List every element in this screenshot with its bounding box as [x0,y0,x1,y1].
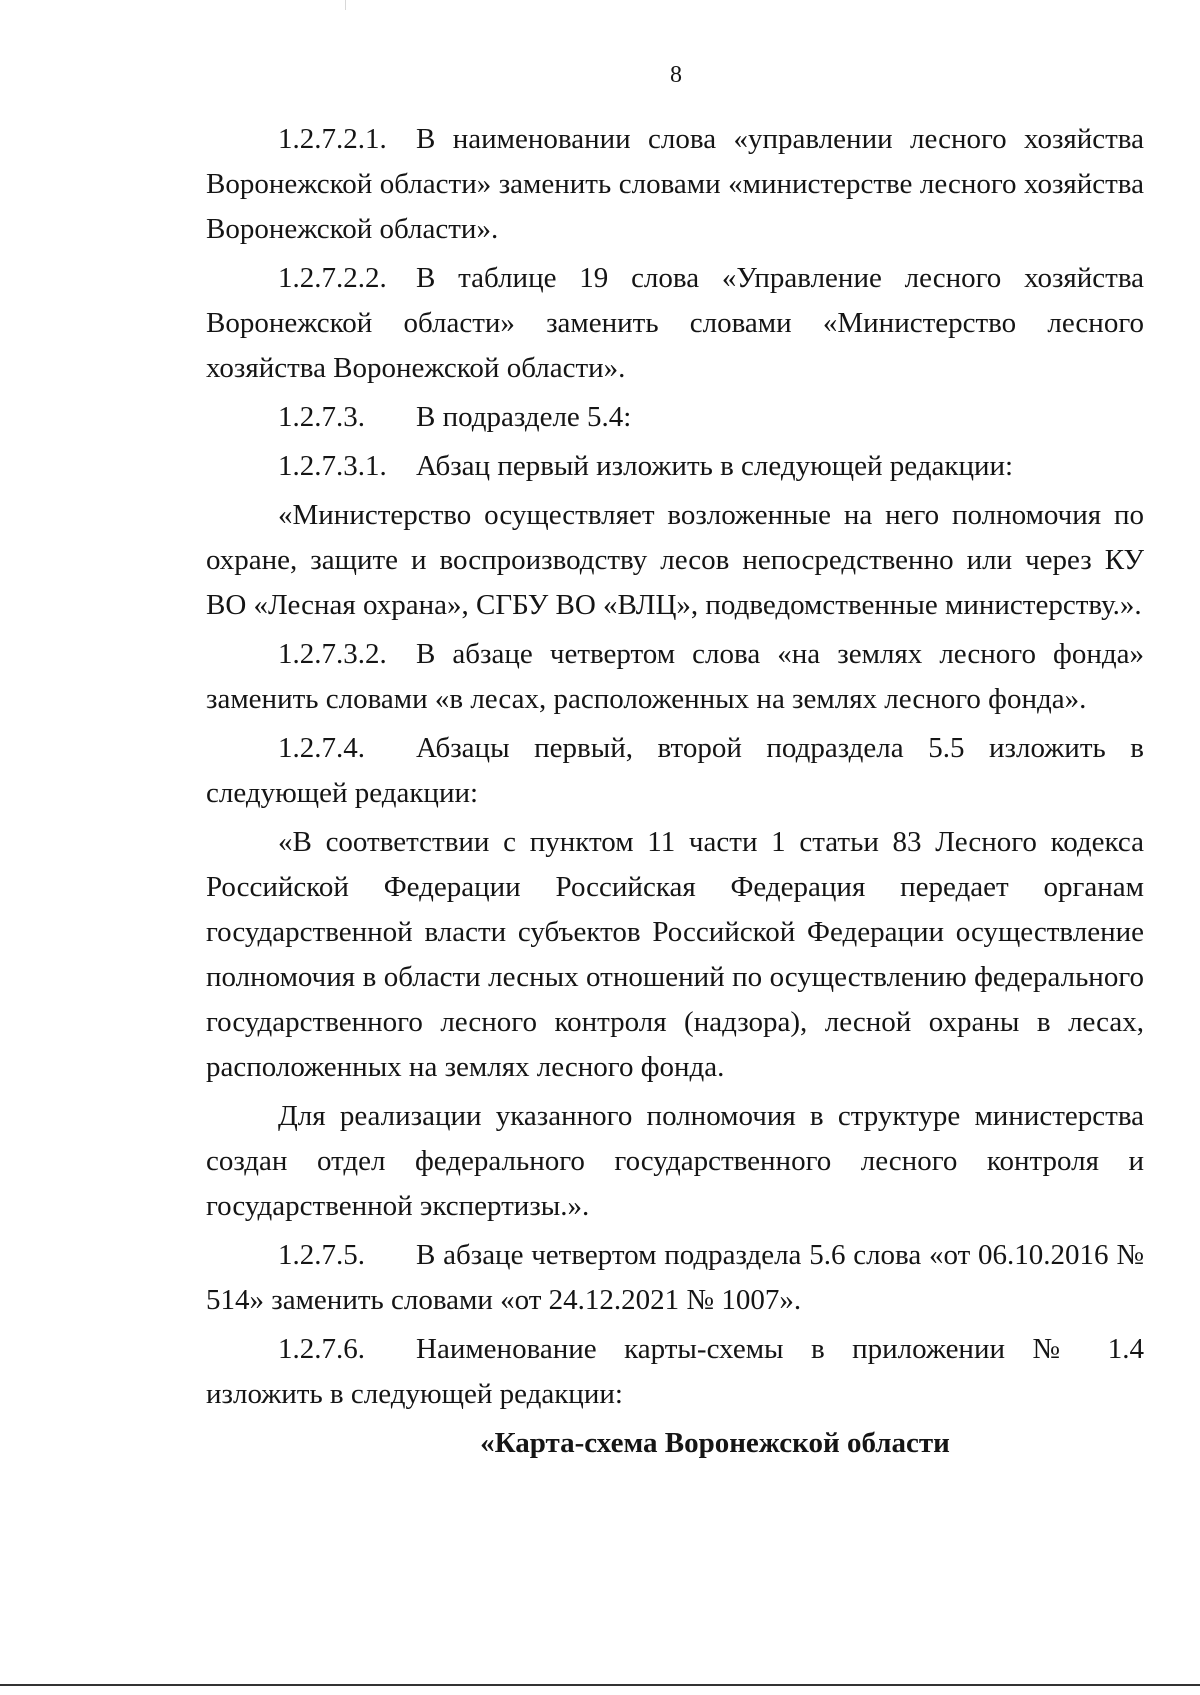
page-bottom-rule [0,1684,1200,1686]
clause-number: 1.2.7.2.1. [278,123,387,155]
quoted-paragraph-ministry: «Министерство осуществляет возложенные на него полномочия по охране, защите и воспроизводству лесов непосредственно или через КУ ВО «Лесная охрана», СГБУ ВО «ВЛЦ», подведомственные министерству.». [206,499,1144,621]
clause-1-2-7-3-2 [206,632,1144,722]
clause-1-2-7-3 [206,395,1144,440]
clause-number: 1.2.7.2.2. [278,262,387,294]
clause-text: Абзац первый изложить в следующей редакции: [416,450,1014,482]
scan-artifact [345,0,346,10]
clause-number: 1.2.7.3. [278,401,365,433]
clause-text: Наименование карты-схемы в приложении № 1.4 изложить в следующей редакции: [206,1333,1144,1410]
clause-1-2-7-6 [206,1327,1144,1417]
clause-1-2-7-2-1 [206,117,1144,252]
clause-text: В абзаце четвертом подраздела 5.6 слова «от 06.10.2016 № 514» заменить словами «от 24.12.2021 № 1007». [206,1239,1144,1316]
clause-text: В наименовании слова «управлении лесного хозяйства Воронежской области» заменить словами «министерстве лесного хозяйства Воронежской области». [206,123,1144,245]
clause-text: В таблице 19 слова «Управление лесного хозяйства Воронежской области» заменить словами «Министерство лесного хозяйства Воронежской области». [206,262,1144,384]
page-number: 8 [670,62,682,88]
document-body [206,117,1144,1495]
clause-text: В подразделе 5.4: [416,401,632,433]
clause-1-2-7-3-1 [206,444,1144,489]
clause-1-2-7-5 [206,1233,1144,1323]
clause-text: В абзаце четвертом слова «на землях лесного фонда» заменить словами «в лесах, расположенных на землях лесного фонда». [206,638,1144,715]
clause-text: Абзацы первый, второй подраздела 5.5 изложить в следующей редакции: [206,732,1144,809]
clause-number: 1.2.7.3.2. [278,638,387,670]
clause-1-2-7-2-2 [206,256,1144,391]
clause-number: 1.2.7.5. [278,1239,365,1271]
clause-number: 1.2.7.4. [278,732,365,764]
clause-1-2-7-4 [206,726,1144,816]
clause-number: 1.2.7.6. [278,1333,365,1365]
quoted-paragraph-department: Для реализации указанного полномочия в структуре министерства создан отдел федерального государственного лесного контроля и государственной экспертизы.». [206,1100,1144,1222]
quoted-paragraph-forest-code: «В соответствии с пунктом 11 части 1 статьи 83 Лесного кодекса Российской Федерации Российская Федерация передает органам государственной власти субъектов Российской Федерации осуществление полномочия в области лесных отношений по осуществлению федерального государственного лесного контроля (надзора), лесной охраны в лесах, расположенных на землях лесного фонда. [206,826,1144,1083]
map-scheme-heading: «Карта-схема Воронежской области [480,1427,950,1459]
clause-number: 1.2.7.3.1. [278,450,387,482]
